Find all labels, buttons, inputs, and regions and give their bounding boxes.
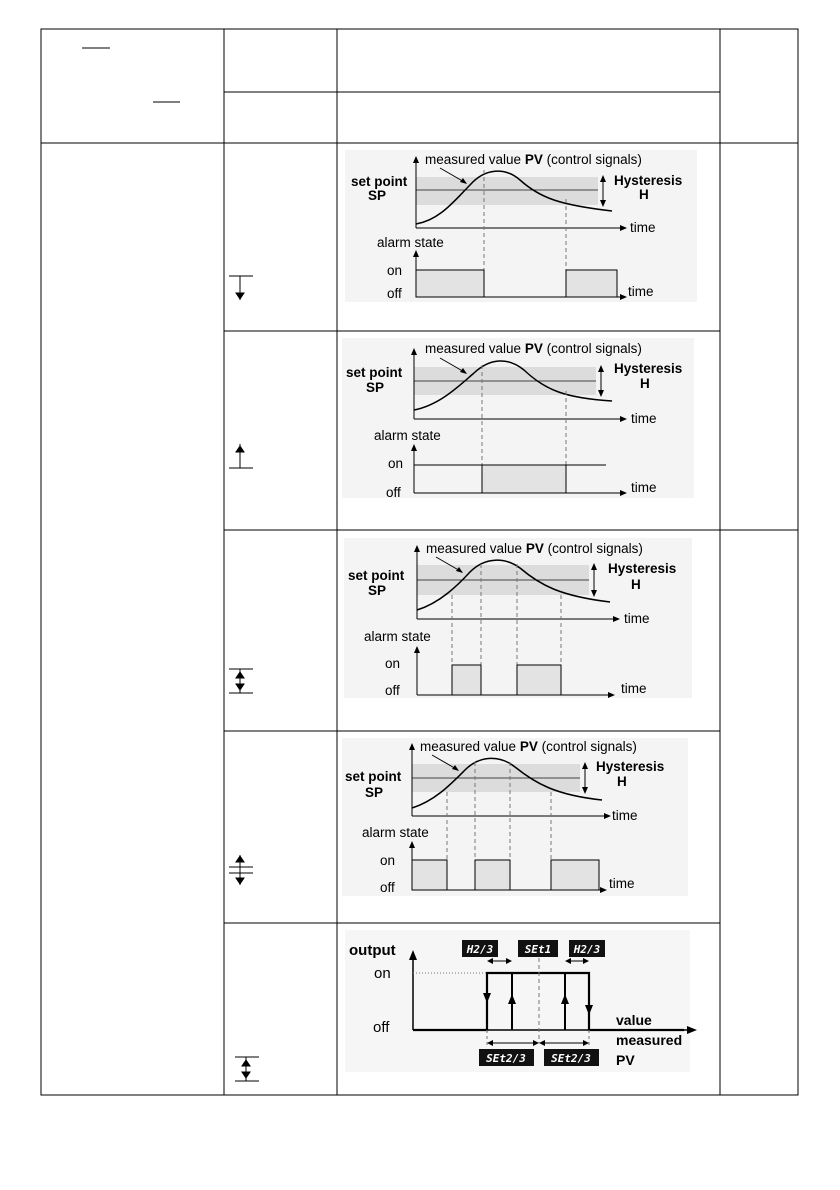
label-h: H xyxy=(631,577,641,592)
label-pv: PV xyxy=(524,341,543,356)
label-time: time xyxy=(628,284,654,299)
label-measured: measured value xyxy=(426,541,526,556)
label-measured: measured value xyxy=(420,739,520,754)
label-off: off xyxy=(385,683,400,698)
diagram-output-hysteresis xyxy=(345,930,697,1072)
mode-symbol-range xyxy=(235,1057,259,1081)
label-time: time xyxy=(621,681,647,696)
label-alarm-state: alarm state xyxy=(377,235,444,250)
label-on: on xyxy=(387,263,403,278)
lcd-setpoint-1-text: SEt1 xyxy=(524,943,552,956)
diagram-high-alarm xyxy=(345,150,697,302)
label-sp: SP xyxy=(368,188,387,203)
label-h: H xyxy=(617,774,627,789)
label-pv: PV xyxy=(525,541,544,556)
label-hysteresis: Hysteresis xyxy=(614,173,683,188)
label-on: on xyxy=(380,853,396,868)
label-pv: PV xyxy=(616,1052,635,1068)
label-set-point: set point xyxy=(351,174,408,189)
mode-symbol-window-in xyxy=(229,669,253,693)
mode-symbol-low xyxy=(229,444,253,468)
diagram-window-in xyxy=(344,538,692,698)
label-set-point: set point xyxy=(345,769,402,784)
label-on: on xyxy=(374,965,391,982)
svg-text:measured value PV (control sig xyxy=(425,341,642,356)
label-control: (control signals) xyxy=(537,739,637,754)
label-on: on xyxy=(388,456,404,471)
label-value: value xyxy=(616,1012,652,1028)
label-time: time xyxy=(631,480,657,495)
label-off: off xyxy=(387,286,402,301)
label-hysteresis: Hysteresis xyxy=(596,759,665,774)
label-off: off xyxy=(373,1019,390,1036)
label-sp: SP xyxy=(368,583,387,598)
lcd-hysteresis-left-text: H2/3 xyxy=(466,943,494,956)
label-time: time xyxy=(630,220,656,235)
label-hysteresis: Hysteresis xyxy=(614,361,683,376)
label-alarm-state: alarm state xyxy=(364,629,431,644)
label-set-point: set point xyxy=(346,365,403,380)
svg-text:measured value PV (control sig xyxy=(426,541,643,556)
label-time: time xyxy=(612,808,638,823)
label-time: time xyxy=(624,611,650,626)
label-measured: measured value xyxy=(425,152,525,167)
label-time: time xyxy=(631,411,657,426)
label-on: on xyxy=(385,656,401,671)
lcd-setpoint-left-text: SEt2/3 xyxy=(486,1052,526,1065)
label-set-point: set point xyxy=(348,568,405,583)
label-off: off xyxy=(386,485,401,500)
label-alarm-state: alarm state xyxy=(374,428,441,443)
mode-symbol-window-out xyxy=(229,855,253,885)
svg-text:measured value PV (control sig xyxy=(420,739,637,754)
label-h: H xyxy=(639,187,649,202)
label-hysteresis: Hysteresis xyxy=(608,561,677,576)
lcd-hysteresis-right-text: H2/3 xyxy=(573,943,601,956)
mode-symbol-high xyxy=(229,276,253,300)
label-sp: SP xyxy=(365,785,384,800)
svg-text:measured value PV (control sig xyxy=(425,152,642,167)
label-output: output xyxy=(349,942,396,959)
label-off: off xyxy=(380,880,395,895)
diagram-low-alarm xyxy=(342,338,694,500)
label-control: (control signals) xyxy=(542,152,642,167)
label-h: H xyxy=(640,376,650,391)
label-time: time xyxy=(609,876,635,891)
label-measured: measured xyxy=(616,1032,683,1048)
label-measured: measured value xyxy=(425,341,525,356)
lcd-setpoint-right-text: SEt2/3 xyxy=(551,1052,591,1065)
label-alarm-state: alarm state xyxy=(362,825,429,840)
label-sp: SP xyxy=(366,380,385,395)
label-control: (control signals) xyxy=(542,341,642,356)
label-pv: PV xyxy=(519,739,538,754)
label-control: (control signals) xyxy=(543,541,643,556)
label-pv: PV xyxy=(524,152,543,167)
diagram-window-out xyxy=(342,738,688,896)
